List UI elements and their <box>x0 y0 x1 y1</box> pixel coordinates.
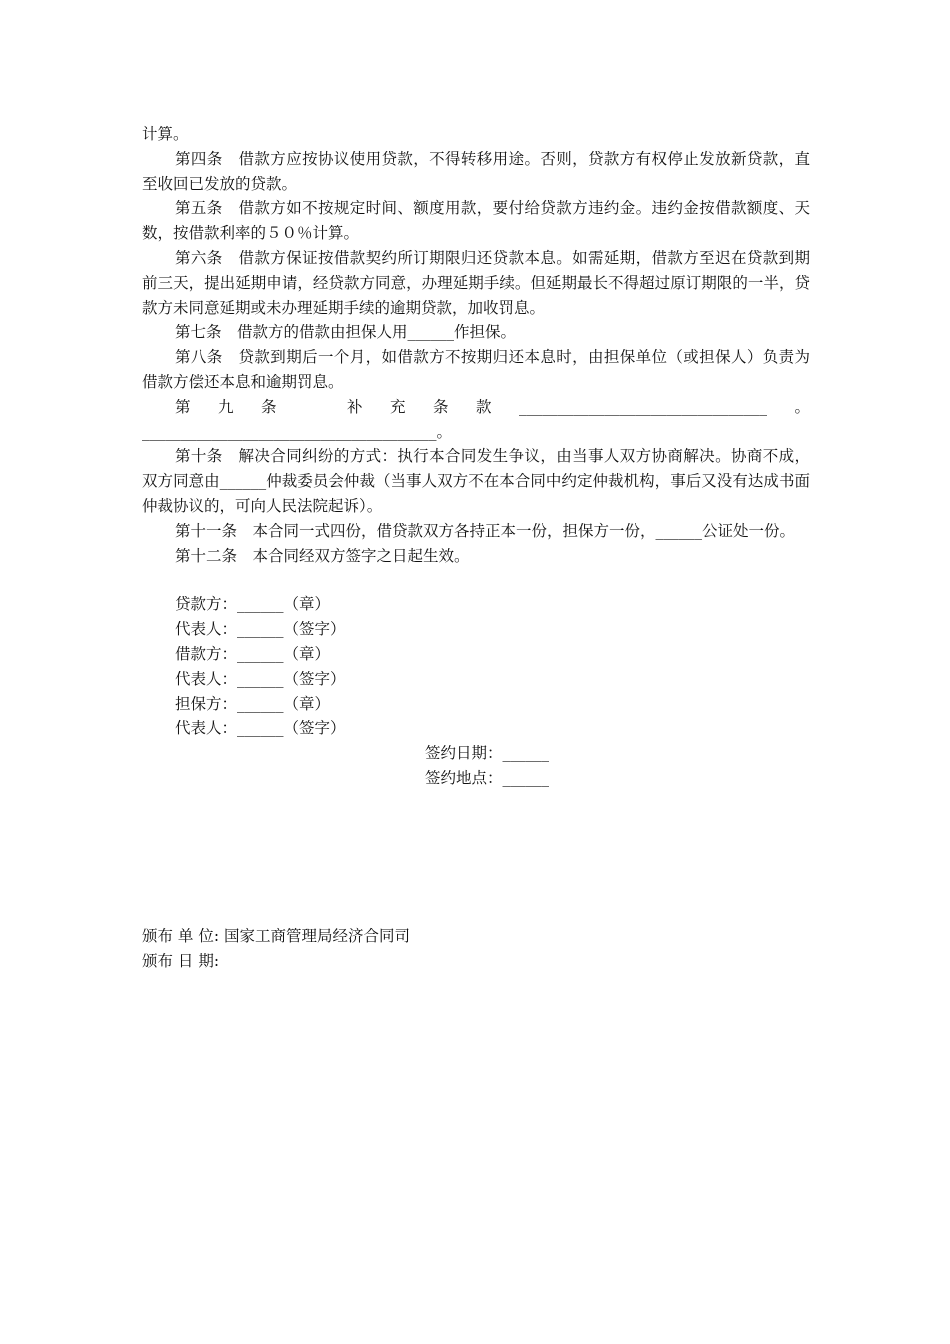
clause-continuation: 计算。 <box>142 125 189 143</box>
signature-lender-rep: 代表人：______（签字） <box>175 620 346 639</box>
signing-date: 签约日期：______ <box>425 744 550 763</box>
clause-10: 第十条 解决合同纠纷的方式：执行本合同发生争议，由当事人双方协商解决。协商不成，双方同意由______仲裁委员会仲裁（当事人双方不在本合同中约定仲裁机构，事后又没有达成书面仲裁协议的，可向人民法院起诉）。 <box>142 447 810 515</box>
signing-info <box>425 741 810 791</box>
spacer <box>142 568 810 592</box>
clause-5: 第五条 借款方如不按规定时间、额度用款，要付给贷款方违约金。违约金按借款额度、天数，按借款利率的５０％计算。 <box>142 199 810 243</box>
signature-borrower-rep: 代表人：______（签字） <box>175 669 346 688</box>
clause-12: 第十二条 本合同经双方签字之日起生效。 <box>175 546 470 565</box>
clause-11: 第十一条 本合同一式四份，借贷款双方各持正本一份，担保方一份，______公证处一份。 <box>175 521 796 540</box>
clause-6: 第六条 借款方保证按借款契约所订期限归还贷款本息。如需延期，借款方至迟在贷款到期前三天，提出延期申请，经贷款方同意，办理延期手续。但延期最长不得超过原订期限的一半，贷款方未同意延期或未办理延期手续的逾期贷款，加收罚息。 <box>142 248 810 317</box>
signature-guarantor-rep: 代表人：______（签字） <box>175 719 346 738</box>
issuance-footer <box>142 924 410 974</box>
clause-9: 第九条 补充条款________________________________。______________________________________。 <box>142 397 810 441</box>
clause-8: 第八条 贷款到期后一个月，如借款方不按期归还本息时，由担保单位（或担保人）负责为借款方偿还本息和逾期罚息。 <box>142 348 810 391</box>
issuing-unit: 颁布 单 位: 国家工商管理局经济合同司 <box>142 927 411 945</box>
signature-lender: 贷款方：______（章） <box>175 595 331 614</box>
signature-guarantor: 担保方：______（章） <box>175 694 331 713</box>
signing-place: 签约地点：______ <box>425 768 550 787</box>
issuing-date: 颁布 日 期: <box>142 951 220 970</box>
signature-borrower: 借款方：______（章） <box>175 644 331 663</box>
clause-4: 第四条 借款方应按协议使用贷款，不得转移用途。否则，贷款方有权停止发放新贷款，直至收回已发放的贷款。 <box>142 149 810 193</box>
contract-body <box>142 122 810 791</box>
signature-block <box>175 592 810 741</box>
clause-7: 第七条 借款方的借款由担保人用______作担保。 <box>175 323 517 342</box>
